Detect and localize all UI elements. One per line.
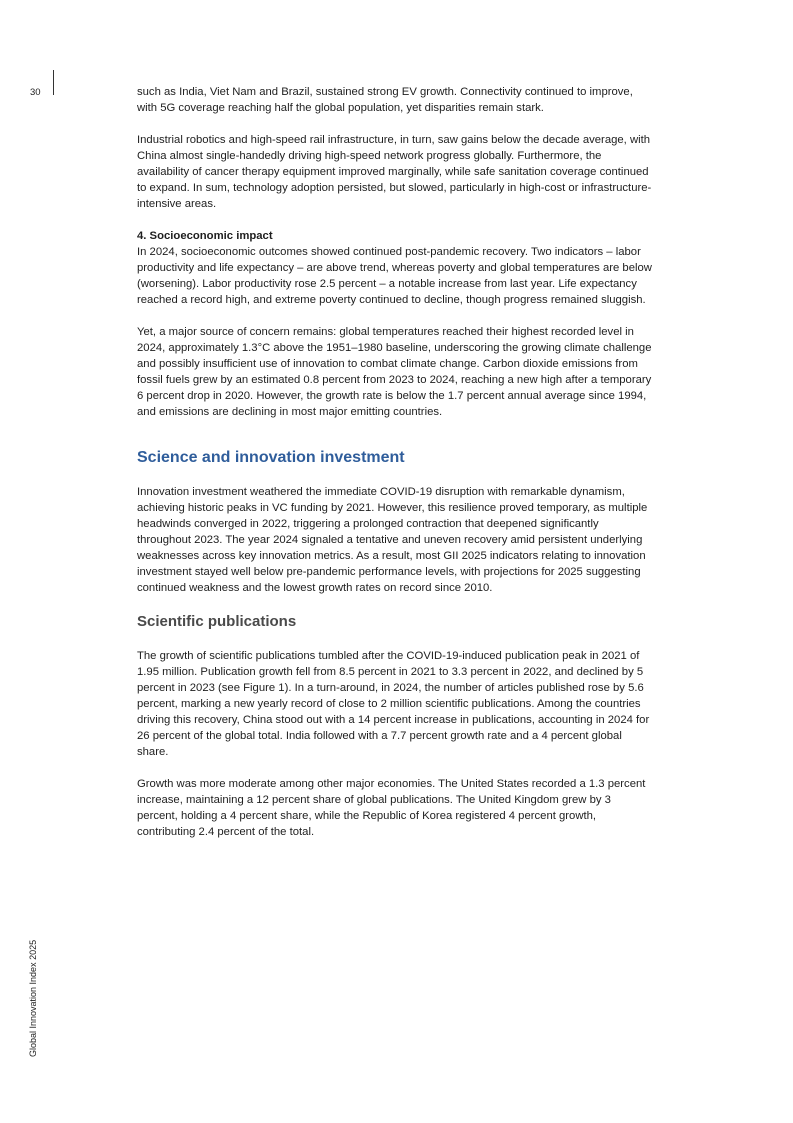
body-paragraph-4: Yet, a major source of concern remains: global temperatures reached their highest recorded level in 2024, approximately 1.3°C above the 1951–1980 baseline, underscoring the growing climate challenge and possibly insufficient use of innovation to combat climate change. Carbon dioxide emissions from fossil fuels grew by an estimated 0.8 percent from 2023 to 2024, reaching a new high after a temporary 6 percent drop in 2020. However, the growth rate is below the 1.7 percent annual average since 1994, and emissions are declining in most major emitting countries. xyxy=(137,326,652,418)
body-paragraph-2: Industrial robotics and high-speed rail infrastructure, in turn, saw gains below the decade average, with China almost single-handedly driving high-speed network progress globally. Furthermore, the availability of cancer therapy equipment improved marginally, while safe sanitation coverage continued to expand. In sum, technology adoption persisted, but slowed, particularly in high-cost or infrastructure-intensive areas. xyxy=(137,134,652,210)
subhead-socioeconomic-impact: 4. Socioeconomic impact xyxy=(137,230,273,242)
body-paragraph-5: Innovation investment weathered the immediate COVID-19 disruption with remarkable dynamism, achieving historic peaks in VC funding by 2021. However, this resilience proved temporary, as multiple headwinds converged in 2022, triggering a prolonged contraction that deepened significantly throughout 2023. The year 2024 signaled a tentative and uneven recovery amid persistent underlying weaknesses across key innovation metrics. As a result, most GII 2025 indicators relating to innovation investment stayed well below pre-pandemic performance levels, with projections for 2025 suggesting continued weakness and the lowest growth rates on record since 2010. xyxy=(137,486,648,594)
page-number: 30 xyxy=(30,87,41,98)
margin-rule xyxy=(53,70,54,95)
subheading-scientific-publications: Scientific publications xyxy=(137,613,297,630)
body-paragraph-7: Growth was more moderate among other major economies. The United States recorded a 1.3 percent increase, maintaining a 12 percent share of global publications. The United Kingdom grew by 3 percent, holding a 4 percent share, while the Republic of Korea registered 4 percent growth, contributing 2.4 percent of the total. xyxy=(137,778,646,838)
body-paragraph-6: The growth of scientific publications tumbled after the COVID-19-induced publication peak in 2021 of 1.95 million. Publication growth fell from 8.5 percent in 2021 to 3.3 percent in 2022, and declined by 5 percent in 2023 (see Figure 1). In a turn-around, in 2024, the number of articles published rose by 5.6 percent, marking a new yearly record of close to 2 million scientific publications. Among the countries driving this recovery, China stood out with a 14 percent increase in publications, accounting in 2024 for 26 percent of the global total. India followed with a 7.7 percent growth rate and a 4 percent global share. xyxy=(137,650,650,758)
main-content xyxy=(137,84,652,856)
body-paragraph-1: such as India, Viet Nam and Brazil, sustained strong EV growth. Connectivity continued to improve, with 5G coverage reaching half the global population, yet disparities remain stark. xyxy=(137,86,633,114)
section-heading-science-investment: Science and innovation investment xyxy=(137,449,405,466)
body-paragraph-3: In 2024, socioeconomic outcomes showed continued post-pandemic recovery. Two indicators – labor productivity and life expectancy – are above trend, whereas poverty and global temperatures are below (worsening). Labor productivity rose 2.5 percent – a notable increase from last year. Life expectancy reached a record high, and extreme poverty continued to decline, though progress remained sluggish. xyxy=(137,246,652,306)
side-caption: Global Innovation Index 2025 xyxy=(28,939,38,1057)
